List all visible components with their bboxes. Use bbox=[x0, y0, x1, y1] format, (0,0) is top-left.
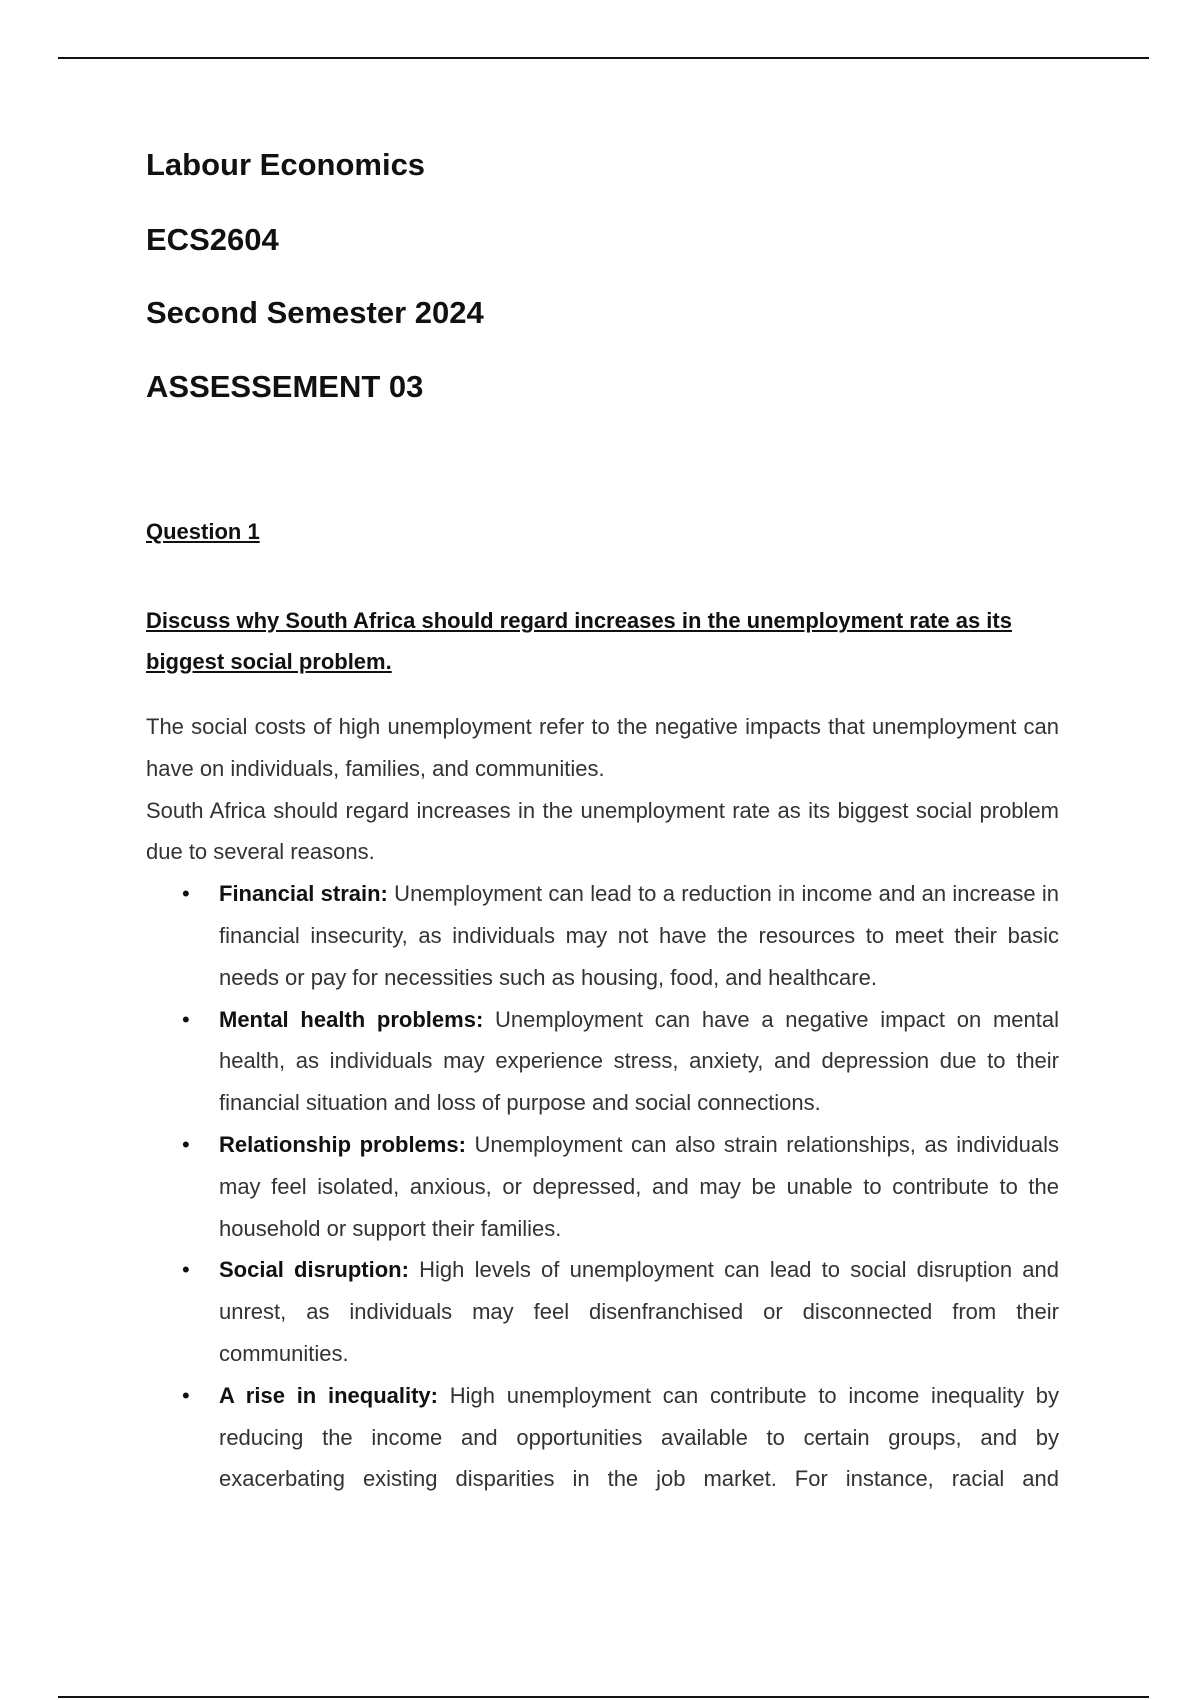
question-label: Question 1 bbox=[146, 519, 260, 544]
bullet-icon: • bbox=[182, 1131, 190, 1157]
footer-rule bbox=[58, 1696, 1149, 1698]
bullet-term: Financial strain: bbox=[219, 881, 388, 907]
reasons-list bbox=[146, 873, 1059, 1500]
list-item bbox=[146, 873, 1059, 998]
course-title: Labour Economics bbox=[146, 147, 426, 182]
header-rule bbox=[58, 57, 1149, 59]
question-prompt: Discuss why South Africa should regard increases in the unemployment rate as its biggest social problem. bbox=[146, 608, 1012, 674]
paragraph: The social costs of high unemployment refer to the negative impacts that unemployment can have on individuals, families, and communities. bbox=[146, 714, 1059, 781]
paragraph: South Africa should regard increases in the unemployment rate as its biggest social problem due to several reasons. bbox=[146, 797, 1059, 865]
answer-body bbox=[146, 706, 1059, 1500]
bullet-term: Mental health problems: bbox=[219, 1006, 484, 1032]
bullet-text: Unemployment can have a negative impact on mental health, as individuals may experience stress, anxiety, and depression due to their financial situation and loss of purpose and social connections. bbox=[219, 1006, 1059, 1116]
bullet-text: High levels of unemployment can lead to social disruption and unrest, as individuals may feel disenfranchised or disconnected from their communities. bbox=[219, 1257, 1059, 1366]
bullet-icon: • bbox=[182, 1257, 190, 1283]
bullet-text: Unemployment can also strain relationships, as individuals may feel isolated, anxious, or depressed, and may be unable to contribute to the household or support their families. bbox=[219, 1131, 1059, 1241]
bullet-text: High unemployment can contribute to income inequality by reducing the income and opportunities available to certain groups, and by exacerbating existing disparities in the job market. For instance, racial and bbox=[219, 1382, 1059, 1492]
bullet-term: A rise in inequality: bbox=[219, 1382, 438, 1408]
list-item bbox=[146, 1375, 1059, 1500]
list-item bbox=[146, 1124, 1059, 1249]
course-code: ECS2604 bbox=[146, 222, 279, 257]
bullet-icon: • bbox=[182, 1006, 190, 1032]
bullet-term: Social disruption: bbox=[219, 1257, 409, 1283]
bullet-icon: • bbox=[182, 1382, 190, 1408]
semester: Second Semester 2024 bbox=[146, 295, 484, 330]
bullet-icon: • bbox=[182, 881, 190, 907]
list-item bbox=[146, 999, 1059, 1124]
list-item bbox=[146, 1249, 1059, 1374]
assessment-title: ASSESSEMENT 03 bbox=[146, 369, 424, 404]
bullet-term: Relationship problems: bbox=[219, 1131, 466, 1157]
bullet-text: Unemployment can lead to a reduction in income and an increase in financial insecurity, as individuals may not have the resources to meet their basic needs or pay for necessities such as housing, food, and healthcare. bbox=[219, 881, 1059, 990]
